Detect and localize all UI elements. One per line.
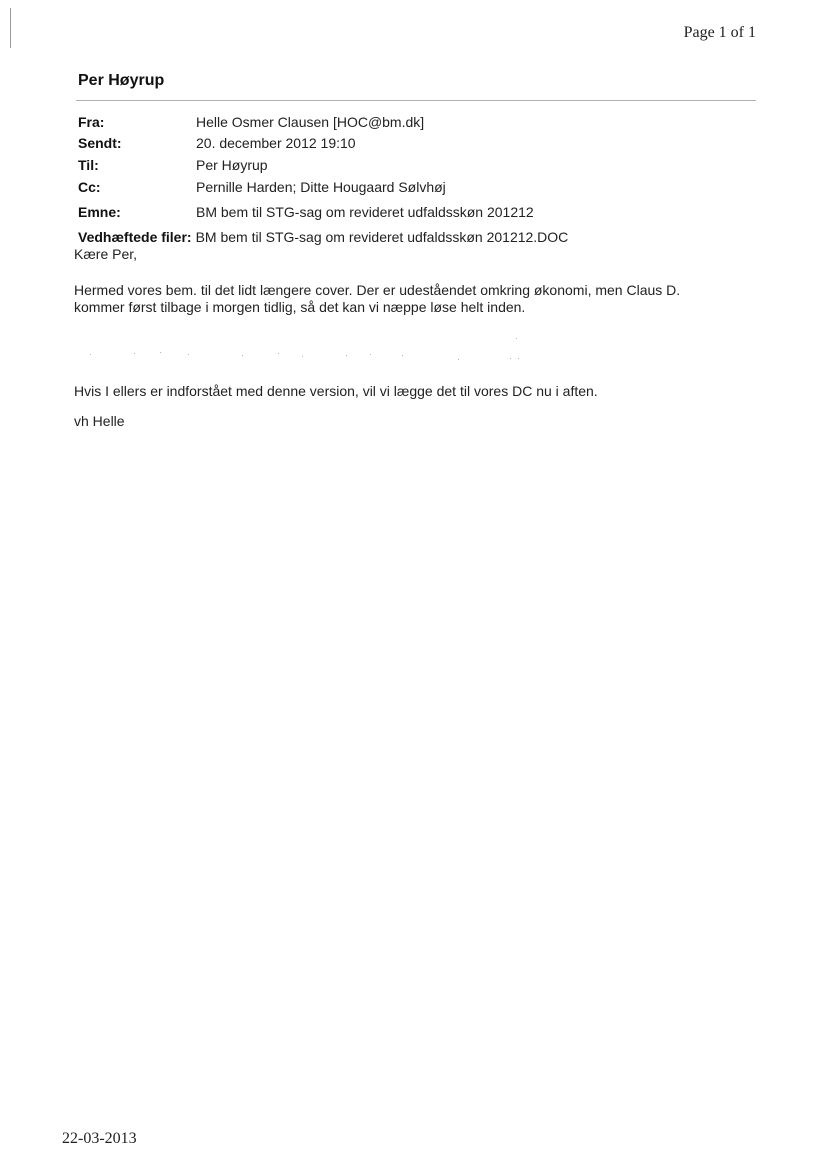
email-greeting: Kære Per, xyxy=(74,246,138,262)
header-cc-value: Pernille Harden; Ditte Hougaard Sølvhøj xyxy=(196,179,446,195)
page-number: Page 1 of 1 xyxy=(683,24,756,41)
scan-edge-mark xyxy=(10,8,11,48)
scan-speckles xyxy=(90,352,530,366)
header-to-label: Til: xyxy=(78,157,99,173)
email-signoff: vh Helle xyxy=(74,413,125,429)
header-cc-label: Cc: xyxy=(78,179,101,195)
header-from-value: Helle Osmer Clausen [HOC@bm.dk] xyxy=(196,114,425,130)
footer-date: 22-03-2013 xyxy=(62,1130,137,1147)
header-attachments xyxy=(78,228,568,246)
header-subject-label: Emne: xyxy=(78,204,121,220)
header-sent xyxy=(78,134,356,152)
header-sent-label: Sendt: xyxy=(78,135,122,151)
email-paragraph-1-line-2: kommer først tilbage i morgen tidlig, så det kan vi næppe løse helt inden. xyxy=(74,299,526,315)
email-paragraph-2: Hvis I ellers er indforstået med denne version, vil vi lægge det til vores DC nu i aften. xyxy=(74,383,598,399)
header-subject-value: BM bem til STG-sag om revideret udfaldsskøn 201212 xyxy=(196,204,534,220)
header-cc xyxy=(78,178,446,196)
header-attachments-value: BM bem til STG-sag om revideret udfaldsskøn 201212.DOC xyxy=(195,229,569,245)
header-to xyxy=(78,156,268,174)
header-from xyxy=(78,113,424,131)
header-subject xyxy=(78,203,534,221)
header-from-label: Fra: xyxy=(78,114,105,130)
mailbox-owner-name: Per Høyrup xyxy=(78,72,165,89)
email-paragraph-1-line-1: Hermed vores bem. til det lidt længere cover. Der er udeståendet omkring økonomi, men Claus D. xyxy=(74,282,681,298)
header-attachments-label: Vedhæftede filer: xyxy=(78,229,192,245)
header-to-value: Per Høyrup xyxy=(196,157,268,173)
header-sent-value: 20. december 2012 19:10 xyxy=(196,135,356,151)
header-divider xyxy=(76,100,756,101)
